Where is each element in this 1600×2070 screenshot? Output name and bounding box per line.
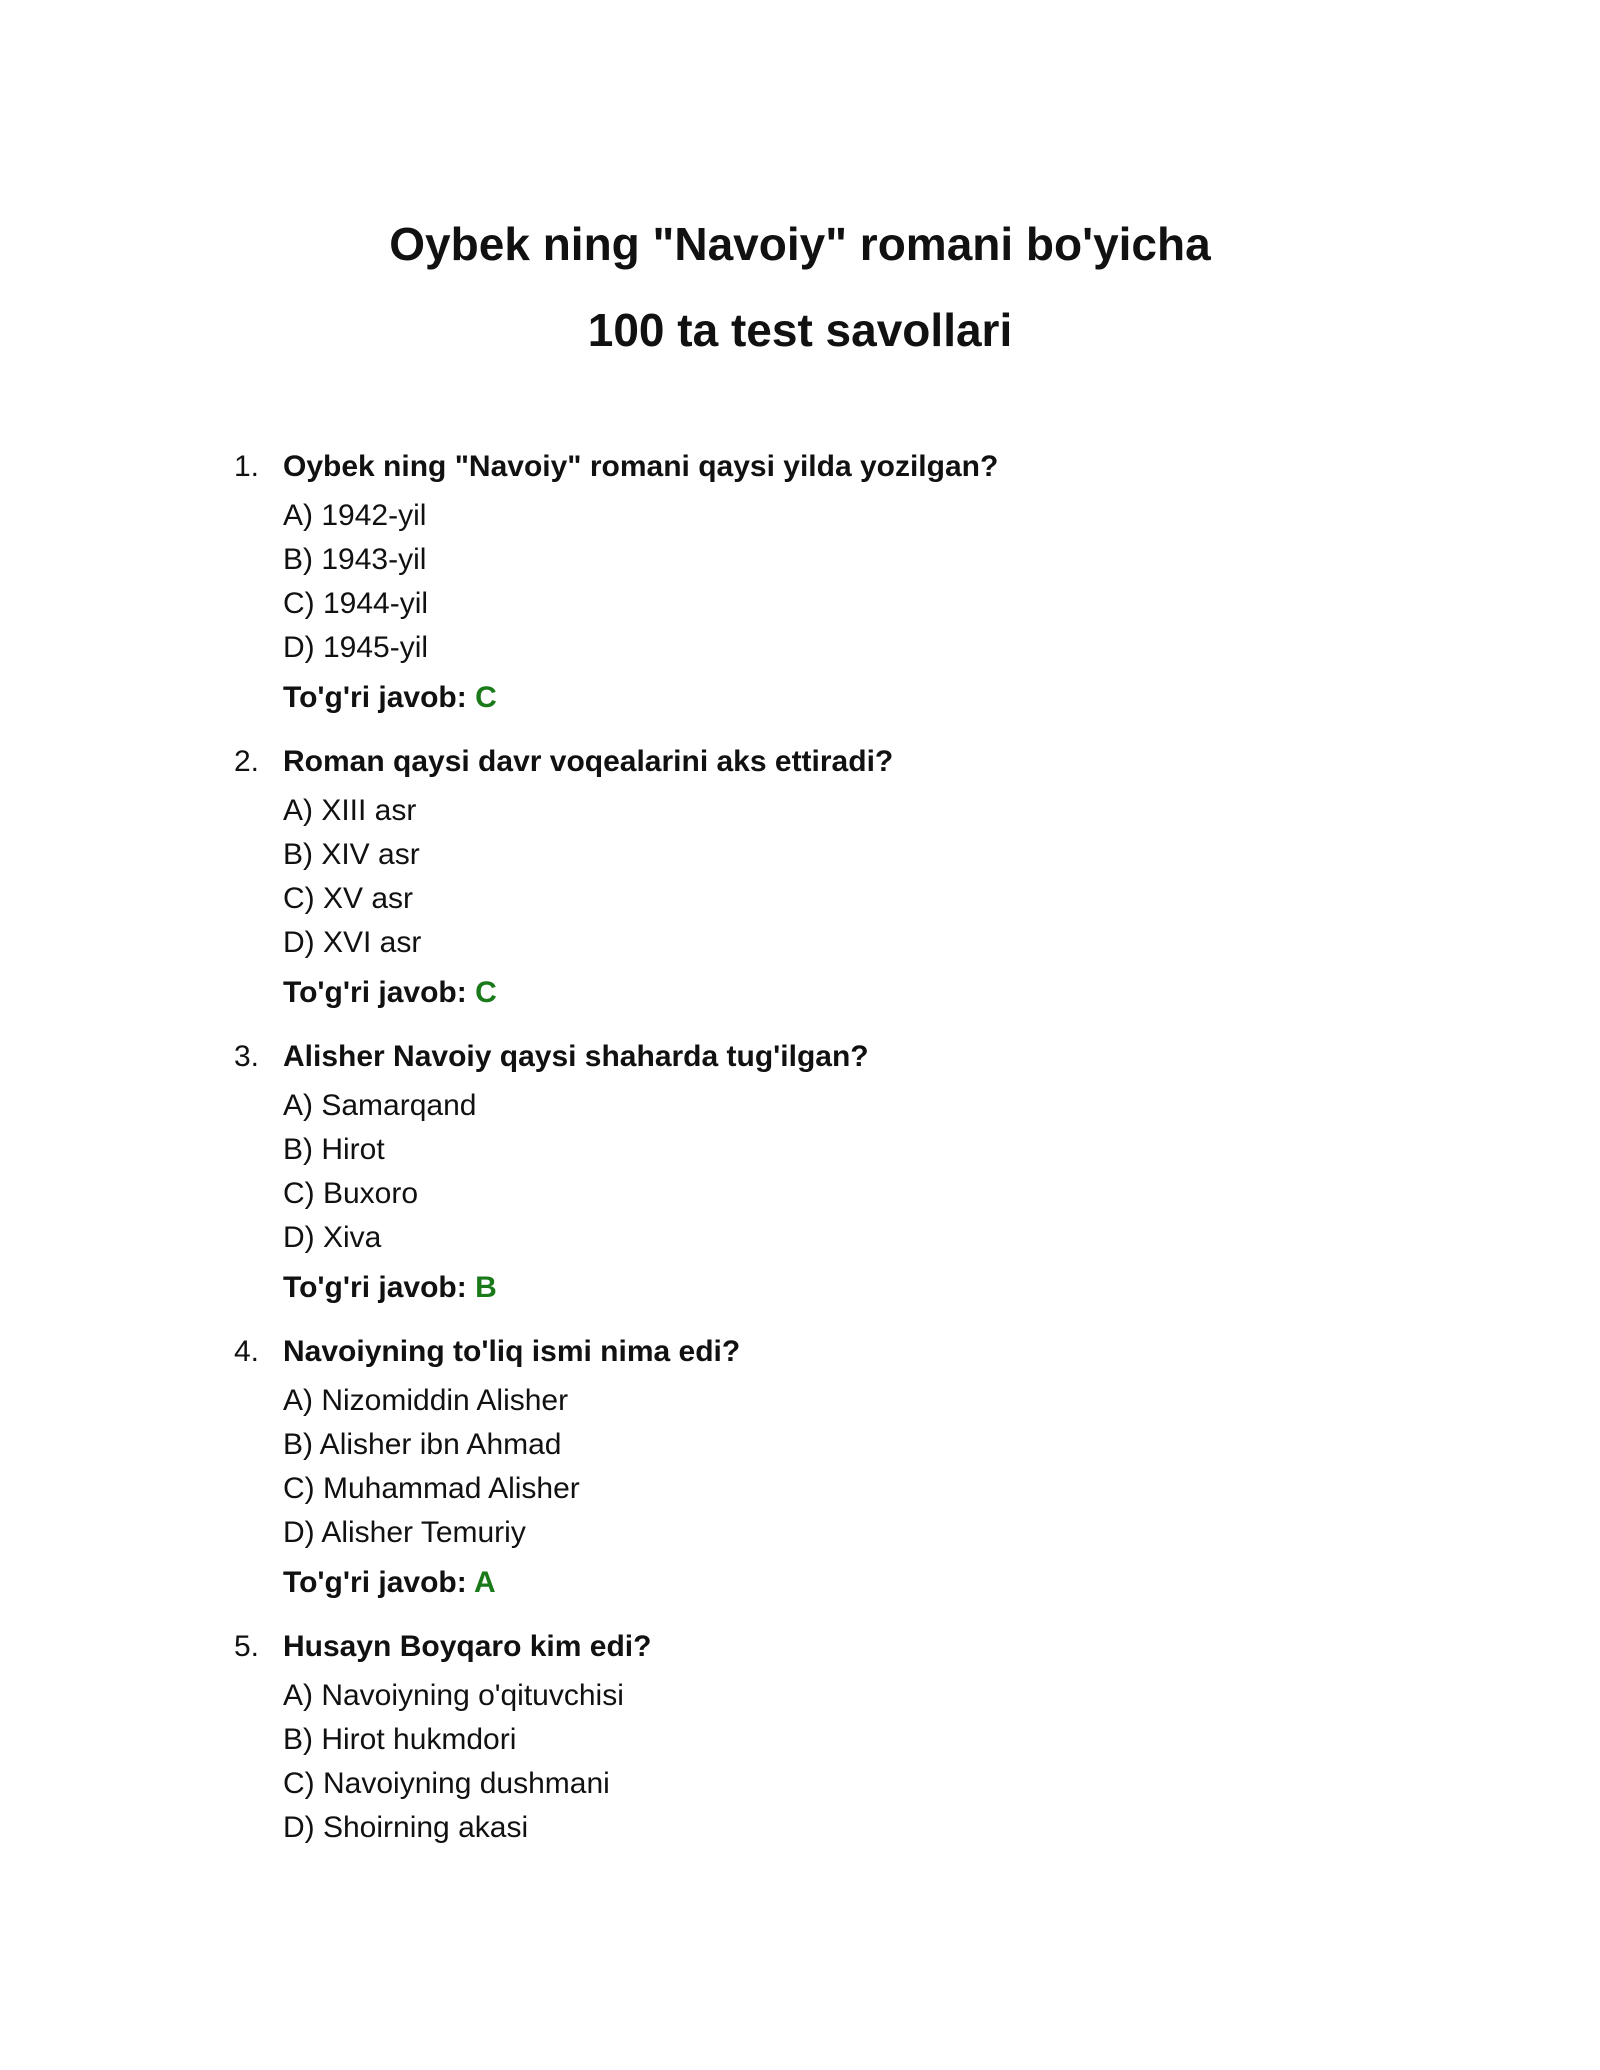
question-text: Oybek ning "Navoiy" romani qaysi yilda yozilgan?	[283, 450, 999, 483]
option-b: B) Hirot	[283, 1133, 385, 1166]
question-item	[0, 740, 1600, 1035]
correct-answer	[283, 971, 497, 1015]
answer-label: To'g'ri javob:	[283, 1271, 467, 1304]
option-c: C) Muhammad Alisher	[283, 1472, 580, 1505]
answer-letter: C	[475, 976, 497, 1009]
option-b: B) Alisher ibn Ahmad	[283, 1428, 562, 1461]
option-c: C) 1944-yil	[283, 587, 429, 620]
question-number: 2.	[234, 745, 260, 778]
page-subtitle: 100 ta test savollari	[587, 304, 1013, 356]
option-d: D) Alisher Temuriy	[283, 1516, 526, 1549]
options-list	[283, 1674, 624, 1850]
question-item	[0, 1625, 1600, 1920]
question-list	[0, 445, 1600, 1920]
question-text: Navoiyning to'liq ismi nima edi?	[283, 1335, 741, 1368]
options-list	[283, 494, 428, 670]
option-c: C) Buxoro	[283, 1177, 419, 1210]
question-text: Alisher Navoiy qaysi shaharda tug'ilgan?	[283, 1040, 869, 1073]
answer-letter: A	[473, 1566, 496, 1599]
answer-label: To'g'ri javob:	[283, 976, 467, 1009]
question-item	[0, 1330, 1600, 1625]
option-c: C) XV asr	[283, 882, 414, 915]
correct-answer	[283, 676, 497, 720]
option-a: A) 1942-yil	[283, 499, 427, 532]
answer-letter: C	[475, 681, 497, 714]
option-b: B) XIV asr	[283, 838, 420, 871]
question-item	[0, 1035, 1600, 1330]
page-title: Oybek ning "Navoiy" romani bo'yicha	[389, 218, 1211, 270]
answer-letter: B	[475, 1271, 497, 1304]
option-d: D) XVI asr	[283, 926, 422, 959]
question-number: 3.	[234, 1040, 260, 1073]
question-text: Husayn Boyqaro kim edi?	[283, 1630, 652, 1663]
question-item	[0, 445, 1600, 740]
correct-answer	[283, 1561, 496, 1605]
answer-label: To'g'ri javob:	[283, 681, 467, 714]
option-a: A) Nizomiddin Alisher	[283, 1384, 569, 1417]
option-d: D) 1945-yil	[283, 631, 429, 664]
question-number: 4.	[234, 1335, 260, 1368]
question-number: 5.	[234, 1630, 260, 1663]
correct-answer	[283, 1266, 497, 1310]
option-d: D) Xiva	[283, 1221, 382, 1254]
option-a: A) XIII asr	[283, 794, 417, 827]
option-b: B) Hirot hukmdori	[283, 1723, 517, 1756]
question-number: 1.	[234, 450, 260, 483]
options-list	[283, 1379, 580, 1555]
options-list	[283, 1084, 476, 1260]
option-d: D) Shoirning akasi	[283, 1811, 529, 1844]
option-c: C) Navoiyning dushmani	[283, 1767, 610, 1800]
answer-label: To'g'ri javob:	[283, 1566, 467, 1599]
option-a: A) Samarqand	[283, 1089, 477, 1122]
question-text: Roman qaysi davr voqealarini aks ettiradi?	[283, 745, 894, 778]
option-b: B) 1943-yil	[283, 543, 427, 576]
options-list	[283, 789, 421, 965]
option-a: A) Navoiyning o'qituvchisi	[283, 1679, 624, 1712]
